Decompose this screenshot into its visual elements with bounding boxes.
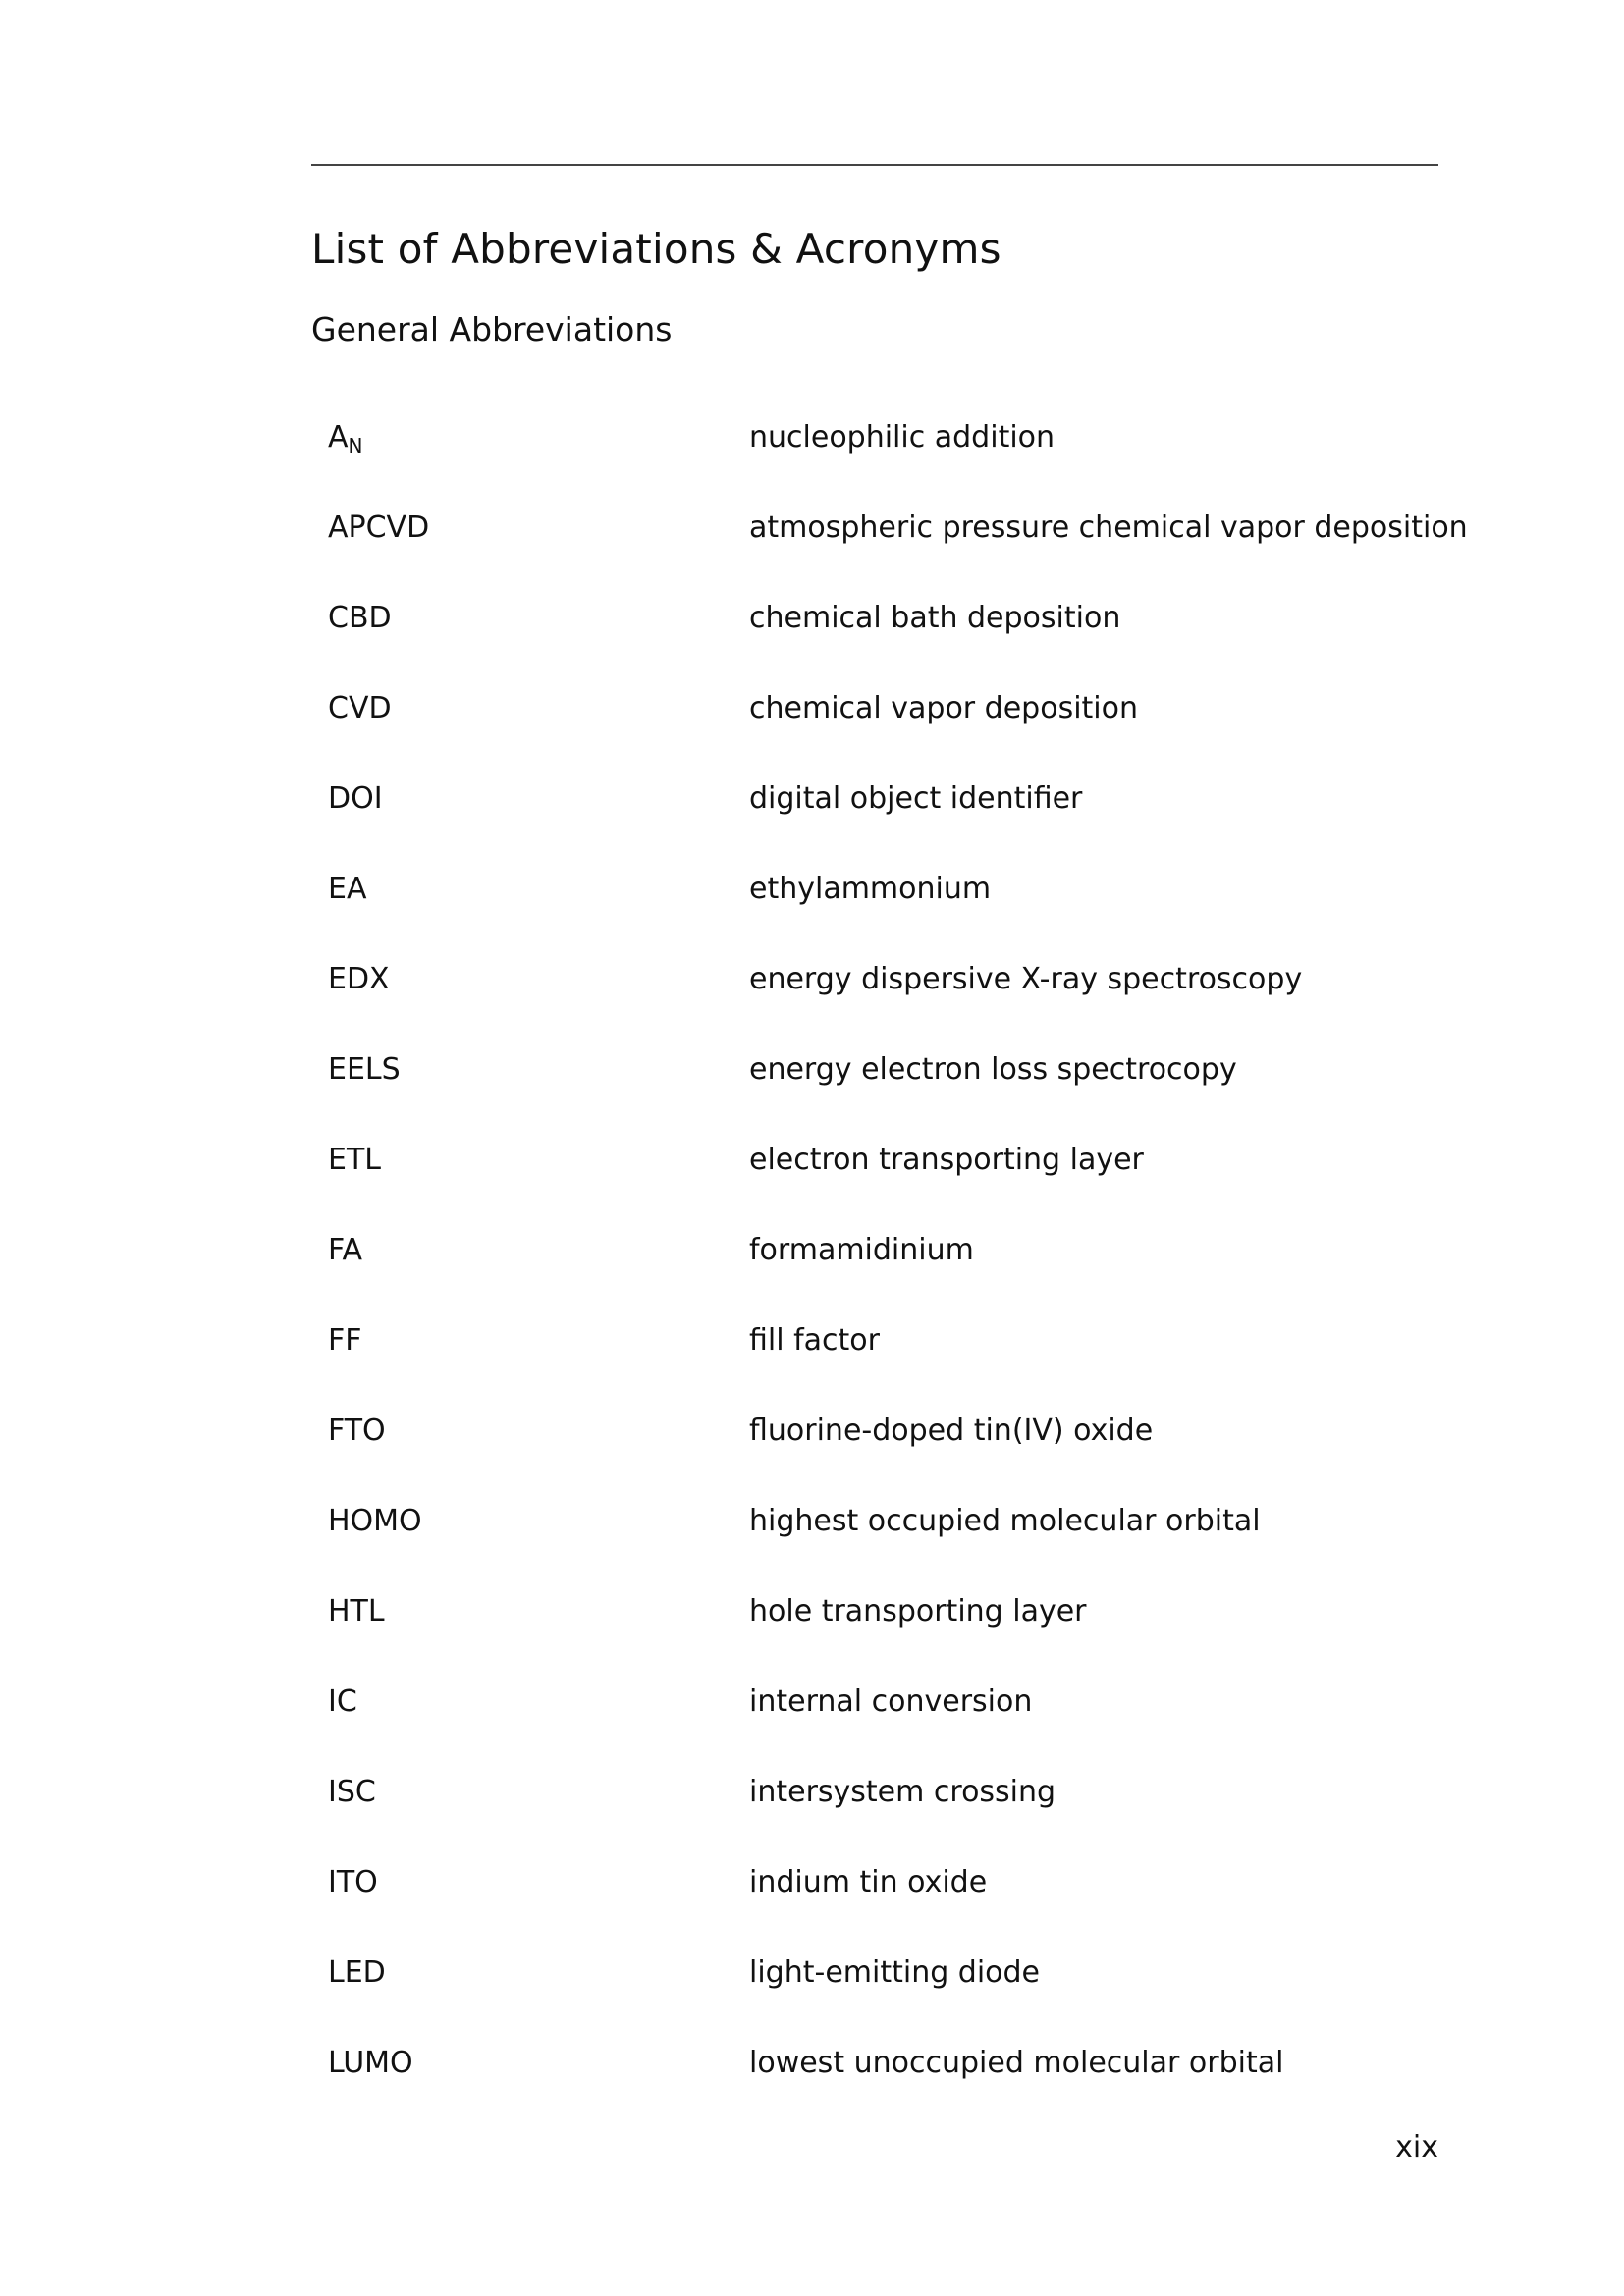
abbreviation-term: FF [328, 1323, 362, 1358]
page-number: xix [1395, 2130, 1438, 2164]
abbreviation-definition: fluorine-doped tin(IV) oxide [749, 1414, 1154, 1448]
abbreviation-definition: highest occupied molecular orbital [749, 1504, 1261, 1538]
abbreviation-term: ISC [328, 1775, 376, 1809]
section-title: General Abbreviations [311, 310, 673, 348]
header-rule [311, 164, 1438, 166]
abbreviation-row [328, 2036, 1437, 2126]
abbreviation-definition: light-emitting diode [749, 1955, 1041, 1990]
abbreviation-term: LED [328, 1955, 386, 1990]
abbreviation-term: LUMO [328, 2046, 413, 2080]
abbreviation-definition: lowest unoccupied molecular orbital [749, 2046, 1284, 2080]
abbreviation-definition: formamidinium [749, 1233, 974, 1267]
abbreviation-row [328, 1313, 1437, 1404]
abbreviation-term: ITO [328, 1865, 378, 1899]
abbreviation-term: EELS [328, 1052, 401, 1087]
abbreviation-row [328, 1494, 1437, 1584]
abbreviation-row [328, 1042, 1437, 1133]
abbreviation-row [328, 772, 1437, 862]
abbreviation-definition: indium tin oxide [749, 1865, 988, 1899]
abbreviation-row [328, 410, 1437, 501]
abbreviation-definition: energy dispersive X-ray spectroscopy [749, 962, 1303, 996]
abbreviation-term: ETL [328, 1143, 381, 1177]
abbreviation-term: CVD [328, 691, 392, 725]
abbreviation-definition: fill factor [749, 1323, 880, 1358]
abbreviation-row [328, 1855, 1437, 1946]
abbreviation-row [328, 862, 1437, 952]
abbreviation-definition: hole transporting layer [749, 1594, 1087, 1629]
abbreviation-row [328, 1765, 1437, 1855]
abbreviation-term: CBD [328, 601, 392, 635]
abbreviation-definition: internal conversion [749, 1684, 1033, 1719]
abbreviation-definition: electron transporting layer [749, 1143, 1144, 1177]
abbreviation-term: FA [328, 1233, 363, 1267]
abbreviation-row [328, 1584, 1437, 1675]
abbreviation-row [328, 1223, 1437, 1313]
page-title: List of Abbreviations & Acronyms [311, 225, 1001, 273]
abbreviation-definition: nucleophilic addition [749, 420, 1056, 454]
abbreviation-definition: chemical bath deposition [749, 601, 1121, 635]
abbreviation-definition: ethylammonium [749, 872, 992, 906]
abbreviation-term: HTL [328, 1594, 385, 1629]
abbreviation-row [328, 1133, 1437, 1223]
abbreviation-term: HOMO [328, 1504, 422, 1538]
term-subscript: N [348, 434, 363, 457]
abbreviation-term: FTO [328, 1414, 386, 1448]
abbreviation-definition: digital object identifier [749, 781, 1083, 816]
abbreviation-definition: energy electron loss spectrocopy [749, 1052, 1237, 1087]
abbreviation-list [328, 410, 1468, 2126]
abbreviation-row [328, 591, 1437, 681]
abbreviation-term: EA [328, 872, 367, 906]
abbreviation-row [328, 681, 1437, 772]
abbreviation-definition: atmospheric pressure chemical vapor deposition [749, 510, 1468, 545]
abbreviation-row [328, 1675, 1437, 1765]
abbreviation-row [328, 1946, 1437, 2036]
abbreviation-term: DOI [328, 781, 383, 816]
abbreviation-row [328, 952, 1437, 1042]
abbreviation-row [328, 501, 1468, 591]
abbreviation-definition: intersystem crossing [749, 1775, 1056, 1809]
abbreviation-term: EDX [328, 962, 390, 996]
abbreviation-term: IC [328, 1684, 357, 1719]
term-base: A [328, 420, 349, 454]
abbreviation-term: APCVD [328, 510, 430, 545]
abbreviation-term [328, 418, 363, 457]
abbreviation-row [328, 1404, 1437, 1494]
abbreviation-definition: chemical vapor deposition [749, 691, 1139, 725]
